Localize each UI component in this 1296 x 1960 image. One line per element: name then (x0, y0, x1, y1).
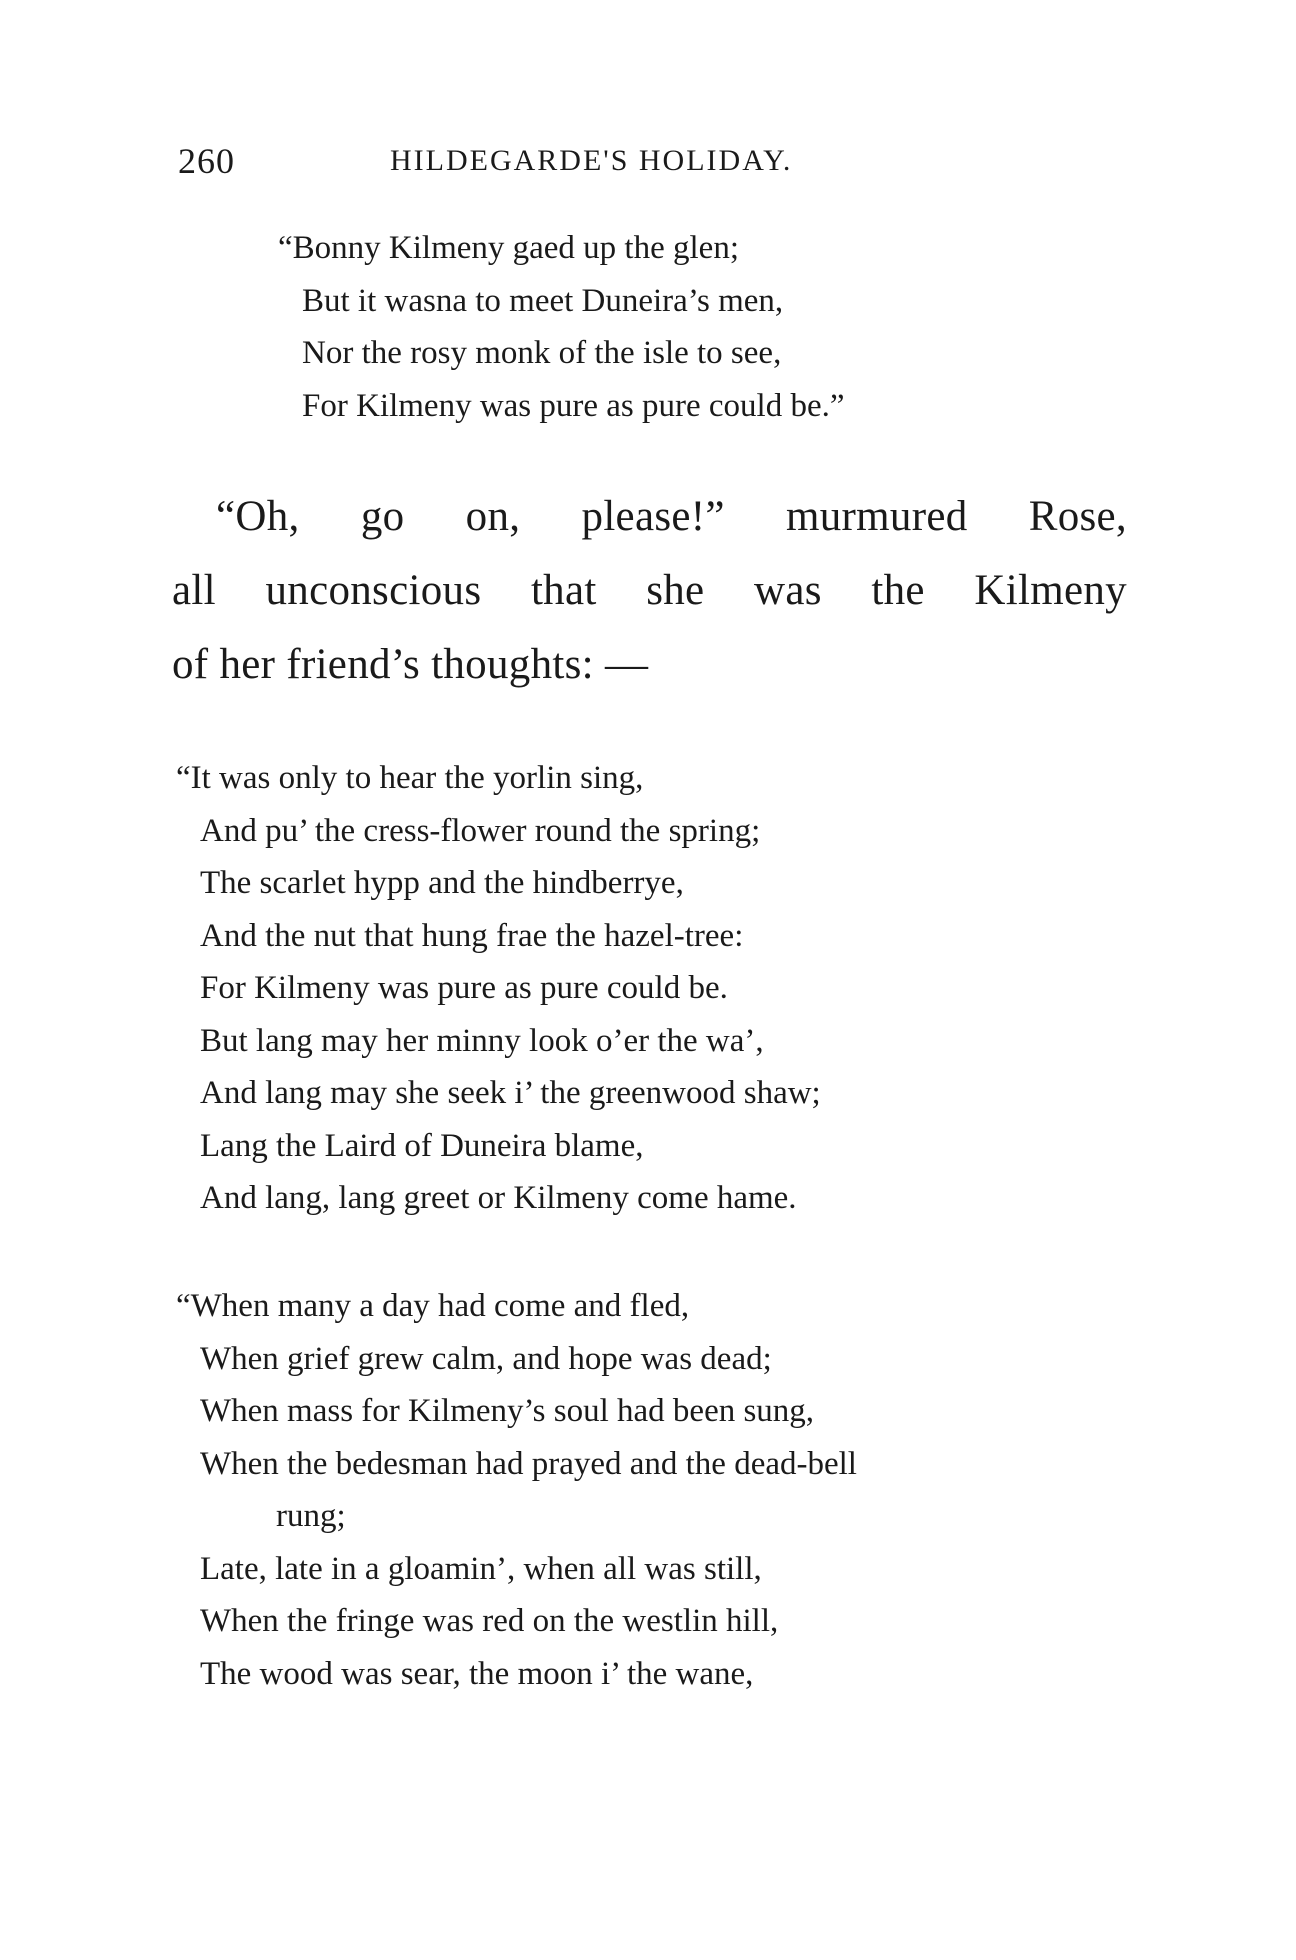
verse-line: Late, late in a gloamin’, when all was still, (200, 1550, 762, 1587)
verse-line: But it wasna to meet Duneira’s men, (302, 282, 784, 319)
prose-word: that (530, 567, 597, 614)
verse-line: When grief grew calm, and hope was dead; (200, 1340, 772, 1377)
prose-word: murmured (785, 493, 968, 540)
verse-line: “When many a day had come and fled, (176, 1288, 690, 1324)
prose-word: Kilmeny (974, 567, 1127, 614)
verse-line-continuation: rung; (276, 1498, 346, 1534)
verse-line: For Kilmeny was pure as pure could be. (200, 970, 728, 1006)
prose-word: the (871, 567, 925, 614)
verse-line: “Bonny Kilmeny gaed up the glen; (278, 230, 739, 266)
verse-line: And the nut that hung frae the hazel-tree: (200, 917, 744, 954)
verse-line: When mass for Kilmeny’s soul had been sung, (200, 1393, 815, 1429)
verse-line: When the fringe was red on the westlin hill, (200, 1603, 779, 1639)
verse-line: Lang the Laird of Duneira blame, (200, 1127, 644, 1164)
verse-line: “It was only to hear the yorlin sing, (176, 760, 644, 796)
verse-line: The scarlet hypp and the hindberrye, (200, 865, 684, 901)
prose-paragraph (172, 480, 1127, 702)
prose-word: on, (465, 493, 521, 540)
verse-line: For Kilmeny was pure as pure could be.” (302, 387, 845, 424)
verse-stanza-1 (278, 222, 845, 432)
verse-line: The wood was sear, the moon i’ the wane, (200, 1655, 754, 1692)
running-title: HILDEGARDE'S HOLIDAY. (390, 144, 793, 177)
prose-word: all (172, 567, 216, 614)
prose-word: go (360, 493, 405, 540)
prose-line: of her friend’s thoughts: — (172, 641, 649, 688)
verse-line: But lang may her minny look o’er the wa’, (200, 1022, 764, 1059)
verse-stanza-3 (176, 1280, 857, 1700)
page-header (178, 140, 918, 190)
prose-word: unconscious (265, 567, 482, 614)
prose-word: Rose, (1028, 493, 1127, 540)
prose-word: she (646, 567, 705, 614)
page-number: 260 (178, 141, 235, 181)
verse-line: When the bedesman had prayed and the dead-bell (200, 1445, 857, 1482)
verse-line: And lang may she seek i’ the greenwood shaw; (200, 1075, 821, 1111)
verse-line: And pu’ the cress-flower round the spring; (200, 812, 761, 849)
prose-line (172, 554, 1127, 628)
prose-word: “Oh, (216, 493, 300, 540)
prose-word: was (754, 567, 822, 614)
verse-line: Nor the rosy monk of the isle to see, (302, 335, 782, 371)
prose-word: please!” (581, 493, 725, 540)
verse-line: And lang, lang greet or Kilmeny come hame. (200, 1180, 797, 1216)
prose-line (216, 480, 1127, 554)
verse-stanza-2 (176, 752, 821, 1225)
